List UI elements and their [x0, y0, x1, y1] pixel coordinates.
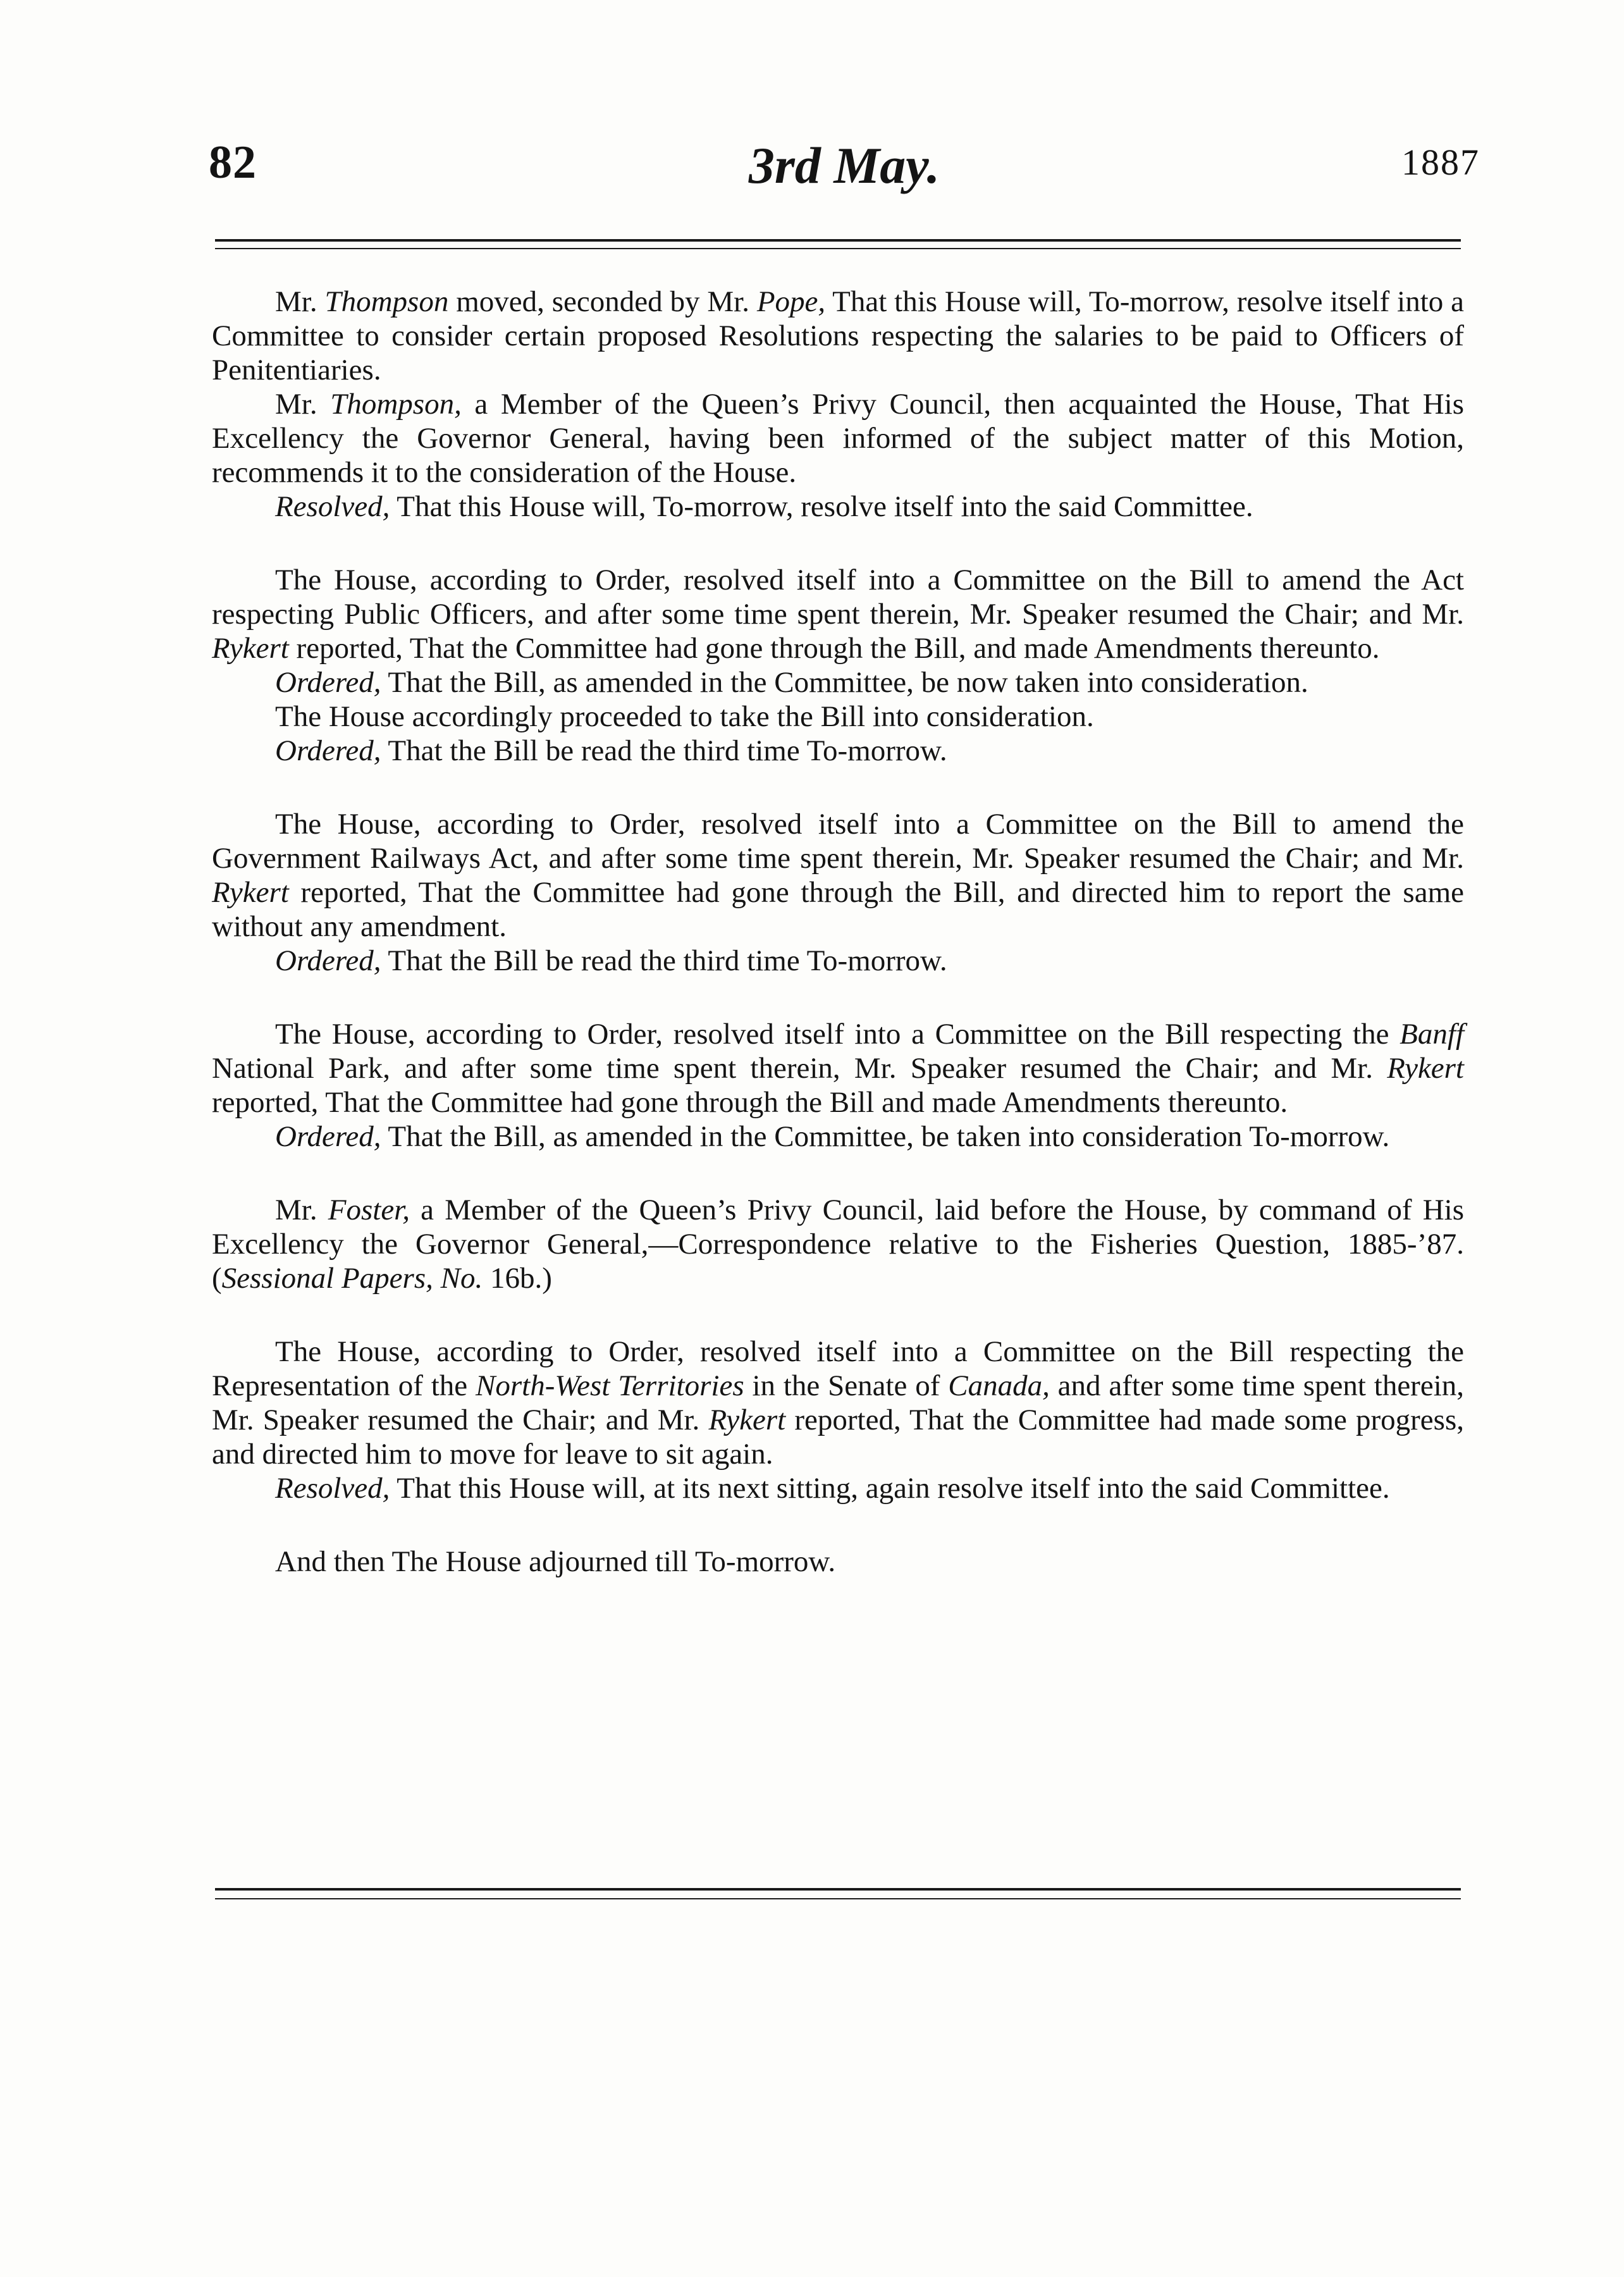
journal-entry	[212, 1017, 1464, 1154]
entry-paragraph: The House, according to Order, resolved itself into a Committee on the Bill to amend the Government Railways Act, and after some time spent therein, Mr. Speaker resumed the Chair; and Mr. Rykert reported, That the Committee had gone through the Bill, and directed him to report the same without any amendment.	[212, 808, 1464, 943]
header-year: 1887	[1401, 142, 1480, 183]
footer-rule-top	[215, 1888, 1461, 1891]
footer-rule-bottom	[215, 1898, 1461, 1899]
entry-paragraph: Mr. Foster, a Member of the Queen’s Privy Council, laid before the House, by command of His Excellency the Governor General,—Correspondence relative to the Fisheries Question, 1885-’87. (Sessional Papers, No. 16b.)	[212, 1194, 1464, 1295]
entry-paragraph: Mr. Thompson, a Member of the Queen’s Privy Council, then acquainted the House, That His Excellency the Governor General, having been informed of the subject matter of this Motion, recommends it to the consideration of the House.	[212, 388, 1464, 489]
entry-paragraph: Resolved, That this House will, To-morrow, resolve itself into the said Committee.	[275, 490, 1253, 523]
entry-paragraph: The House, according to Order, resolved itself into a Committee on the Bill to amend the Act respecting Public Officers, and after some time spent therein, Mr. Speaker resumed the Chair; and Mr. Rykert reported, That the Committee had gone through the Bill, and made Amendments thereunto.	[212, 564, 1464, 665]
entry-paragraph: Ordered, That the Bill, as amended in the Committee, be now taken into consideration.	[275, 666, 1308, 699]
entry-paragraph: The House, according to Order, resolved itself into a Committee on the Bill respecting the Banff National Park, and after some time spent therein, Mr. Speaker resumed the Chair; and Mr. Rykert reported, That the Committee had gone through the Bill and made Amendments thereunto.	[212, 1018, 1464, 1119]
journal-entry	[212, 1335, 1464, 1505]
entry-paragraph: The House accordingly proceeded to take the Bill into consideration.	[275, 700, 1094, 733]
entry-paragraph: Mr. Thompson moved, seconded by Mr. Pope, That this House will, To-morrow, resolve itself into a Committee to consider certain proposed Resolutions respecting the salaries to be paid to Officers of Penitentiaries.	[212, 285, 1464, 386]
journal-entry	[212, 807, 1464, 978]
journal-body	[212, 285, 1464, 1618]
journal-entry	[212, 1545, 1464, 1579]
running-title: 3rd May.	[748, 137, 940, 194]
entry-paragraph: Resolved, That this House will, at its next sitting, again resolve itself into the said Committee.	[275, 1472, 1390, 1505]
journal-entry	[212, 563, 1464, 768]
entry-paragraph: Ordered, That the Bill be read the third time To-morrow.	[275, 944, 947, 977]
page-number: 82	[209, 137, 257, 188]
page-header	[209, 136, 1480, 212]
entry-paragraph: Ordered, That the Bill be read the third time To-morrow.	[275, 734, 947, 767]
header-rule-top	[215, 239, 1461, 242]
entry-paragraph: And then The House adjourned till To-morrow.	[275, 1545, 836, 1578]
journal-entry	[212, 285, 1464, 524]
entry-paragraph: The House, according to Order, resolved itself into a Committee on the Bill respecting the Representation of the North-West Territories in the Senate of Canada, and after some time spent therein, Mr. Speaker resumed the Chair; and Mr. Rykert reported, That the Committee had made some progress, and directed him to move for leave to sit again.	[212, 1335, 1465, 1471]
journal-entry	[212, 1193, 1464, 1295]
header-rule-bottom	[215, 248, 1461, 249]
entry-paragraph: Ordered, That the Bill, as amended in the Committee, be taken into consideration To-morrow.	[275, 1120, 1390, 1153]
